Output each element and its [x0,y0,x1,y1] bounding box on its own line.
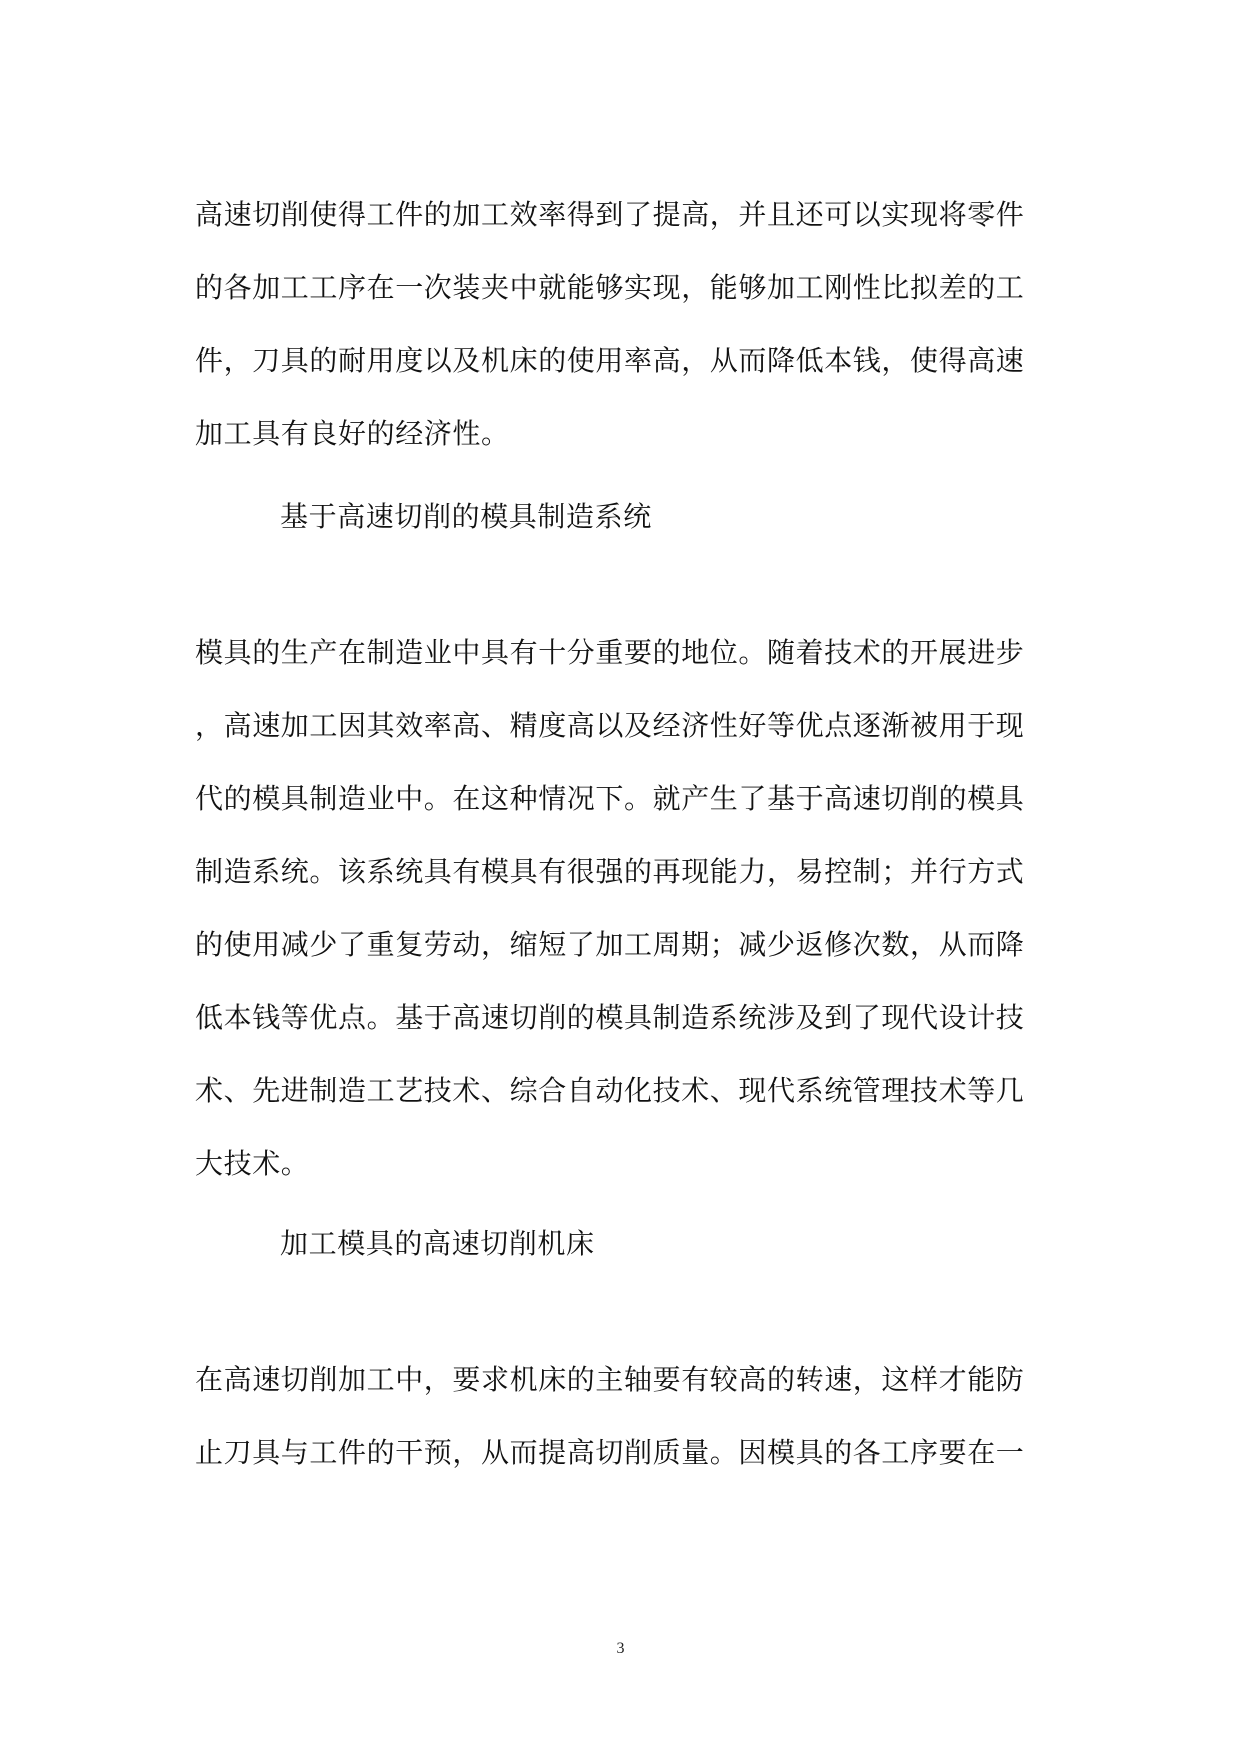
paragraph-line: 高速切削使得工件的加工效率得到了提高，并且还可以实现将零件 [195,198,1025,231]
paragraph-line: 代的模具制造业中。在这种情况下。就产生了基于高速切削的模具 [195,782,1025,815]
paragraph-line: 在高速切削加工中，要求机床的主轴要有较高的转速，这样才能防 [195,1363,1025,1396]
section-heading-1: 基于高速切削的模具制造系统 [280,500,652,533]
paragraph-line: 术、先进制造工艺技术、综合自动化技术、现代系统管理技术等几 [195,1074,1025,1107]
paragraph-line: 止刀具与工件的干预，从而提高切削质量。因模具的各工序要在一 [195,1436,1025,1469]
paragraph-line: ，高速加工因其效率高、精度高以及经济性好等优点逐渐被用于现 [195,709,1025,742]
page-number: 3 [616,1640,625,1657]
paragraph-line: 件，刀具的耐用度以及机床的使用率高，从而降低本钱，使得高速 [195,344,1025,377]
paragraph-line: 的使用减少了重复劳动，缩短了加工周期；减少返修次数，从而降 [195,928,1025,961]
section-heading-2: 加工模具的高速切削机床 [280,1227,595,1260]
paragraph-line: 制造系统。该系统具有模具有很强的再现能力，易控制；并行方式 [195,855,1025,888]
paragraph-line: 模具的生产在制造业中具有十分重要的地位。随着技术的开展进步 [195,636,1025,669]
paragraph-line: 大技术。 [195,1147,310,1180]
paragraph-line: 加工具有良好的经济性。 [195,417,510,450]
paragraph-line: 低本钱等优点。基于高速切削的模具制造系统涉及到了现代设计技 [195,1001,1025,1034]
paragraph-line: 的各加工工序在一次装夹中就能够实现，能够加工刚性比拟差的工 [195,271,1025,304]
